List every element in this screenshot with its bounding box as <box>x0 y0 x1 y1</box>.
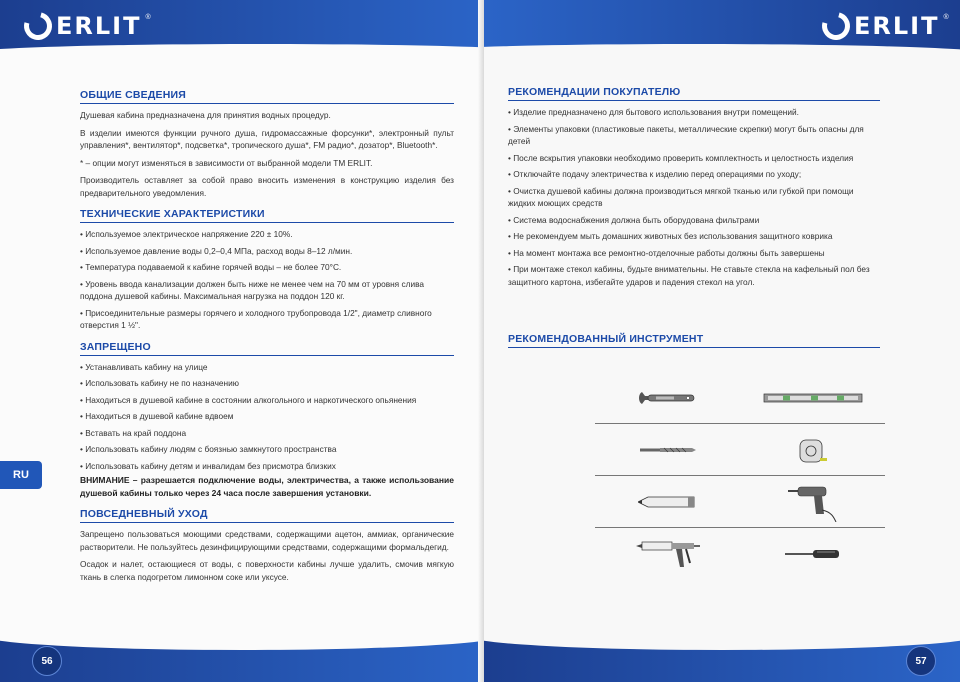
logo-text: ERLIT <box>56 12 142 40</box>
spec-item: • Присоединительные размеры горячего и холодного трубопровода 1/2", диаметр сливного отверстия 1 ½". <box>80 307 454 332</box>
logo-mark-icon <box>817 7 855 45</box>
tools-title: РЕКОМЕНДОВАННЫЙ ИНСТРУМЕНТ <box>508 333 880 348</box>
drill-bit-icon <box>595 424 740 476</box>
tool-row <box>595 476 885 528</box>
forbidden-item: • Вставать на край поддона <box>80 427 454 440</box>
footer-band <box>0 634 484 682</box>
recommendation-item: • На момент монтажа все ремонтно-отделочные работы должны быть завершены <box>508 247 880 260</box>
electric-drill-icon <box>740 476 885 528</box>
recommendation-item: • Очистка душевой кабины должна производиться мягкой тканью или губкой при помощи жидких моющих средств <box>508 185 880 210</box>
forbidden-item: • Находиться в душевой кабине в состоянии алкогольного и наркотического опьянения <box>80 394 454 407</box>
forbidden-title: ЗАПРЕЩЕНО <box>80 341 454 356</box>
daily-care-title: ПОВСЕДНЕВНЫЙ УХОД <box>80 508 454 523</box>
tape-measure-icon <box>740 424 885 476</box>
spec-item: • Используемое электрическое напряжение 220 ± 10%. <box>80 228 454 241</box>
left-content <box>80 89 454 588</box>
daily-care-para: Осадок и налет, остающиеся от воды, с поверхности кабины лучше удалить, смочив мягкую ткань в слегка подогретом лимонном соке или уксусе. <box>80 559 454 582</box>
logo-text: ERLIT <box>854 12 940 40</box>
warning-text: ВНИМАНИЕ – разрешается подключение воды, электричества, а также использование душевой кабины только через 24 часа после завершения установки. <box>80 475 454 498</box>
forbidden-item: • Устанавливать кабину на улице <box>80 361 454 374</box>
spirit-level-icon <box>740 372 885 424</box>
spec-item: • Температура подаваемой к кабине горячей воды – не более 70°С. <box>80 261 454 274</box>
page-number: 56 <box>32 646 62 676</box>
pencil-icon <box>595 476 740 528</box>
recommendation-item: • Элементы упаковки (пластиковые пакеты, металлические скрепки) могут быть опасны для детей <box>508 123 880 148</box>
right-page <box>484 0 960 682</box>
recommendations-title: РЕКОМЕНДАЦИИ ПОКУПАТЕЛЮ <box>508 86 880 101</box>
general-para: Душевая кабина предназначена для принятия водных процедур. <box>80 110 331 120</box>
caulking-gun-icon <box>595 528 740 580</box>
brand-logo <box>822 12 949 40</box>
header-curve <box>484 44 960 64</box>
forbidden-item: • Использовать кабину не по назначению <box>80 377 454 390</box>
language-tab: RU <box>0 461 42 489</box>
general-title: ОБЩИЕ СВЕДЕНИЯ <box>80 89 454 104</box>
footer-band <box>484 634 960 682</box>
screwdriver-icon <box>740 528 885 580</box>
page-number: 57 <box>906 646 936 676</box>
forbidden-item: • Использовать кабину детям и инвалидам без присмотра близких <box>80 460 454 473</box>
specs-title: ТЕХНИЧЕСКИЕ ХАРАКТЕРИСТИКИ <box>80 208 454 223</box>
spec-item: • Используемое давление воды 0,2–0,4 МПа, расход воды 8–12 л/мин. <box>80 245 454 258</box>
recommendation-item: • При монтаже стекол кабины, будьте внимательны. Не ставьте стекла на кафельный пол без защитного картона, избегайте ударов и падения стекол на угол. <box>508 263 880 288</box>
general-para: В изделии имеются функции ручного душа, гидромассажные форсунки*, электронный пульт управления*, вентилятор*, подсветка*, тропического душа*, FM радио*, дозатор*, Bluetooth*. <box>80 127 454 150</box>
recommendation-item: • Не рекомендуем мыть домашних животных без использования защитного коврика <box>508 230 880 243</box>
tool-row <box>595 424 885 476</box>
logo-reg-mark: ® <box>943 14 949 21</box>
general-para: Производитель оставляет за собой право вносить изменения в конструкцию изделия без предварительного уведомления. <box>80 175 454 198</box>
tools-grid <box>595 372 885 580</box>
right-content <box>508 86 880 292</box>
recommendation-item: • Отключайте подачу электричества к изделию перед операциями по уходу; <box>508 168 880 181</box>
tools-section <box>508 333 880 353</box>
forbidden-item: • Находиться в душевой кабине вдвоем <box>80 410 454 423</box>
spec-item: • Уровень ввода канализации должен быть ниже не менее чем на 70 мм от уровня слива поддона душевой кабины. Максимальная нагрузка на поддон 120 кг. <box>80 278 454 303</box>
recommendation-item: • После вскрытия упаковки необходимо проверить комплектность и целостность изделия <box>508 152 880 165</box>
daily-care-para: Запрещено пользоваться моющими средствами, содержащими ацетон, аммиак, органические растворители. Не пользуйтесь дезинфицирующими средствами, содержащими формальдегид. <box>80 529 454 552</box>
adjustable-wrench-icon <box>595 372 740 424</box>
brand-logo <box>24 12 151 40</box>
forbidden-item: • Использовать кабину людям с боязнью замкнутого пространства <box>80 443 454 456</box>
general-para: * – опции могут изменяться в зависимости от выбранной модели ТМ ERLIT. <box>80 157 373 168</box>
tool-row <box>595 528 885 580</box>
logo-mark-icon <box>19 7 57 45</box>
recommendation-item: • Система водоснабжения должна быть оборудована фильтрами <box>508 214 880 227</box>
header-curve <box>0 44 484 64</box>
tool-row <box>595 372 885 424</box>
logo-reg-mark: ® <box>145 14 151 21</box>
recommendation-item: • Изделие предназначено для бытового использования внутри помещений. <box>508 106 880 119</box>
